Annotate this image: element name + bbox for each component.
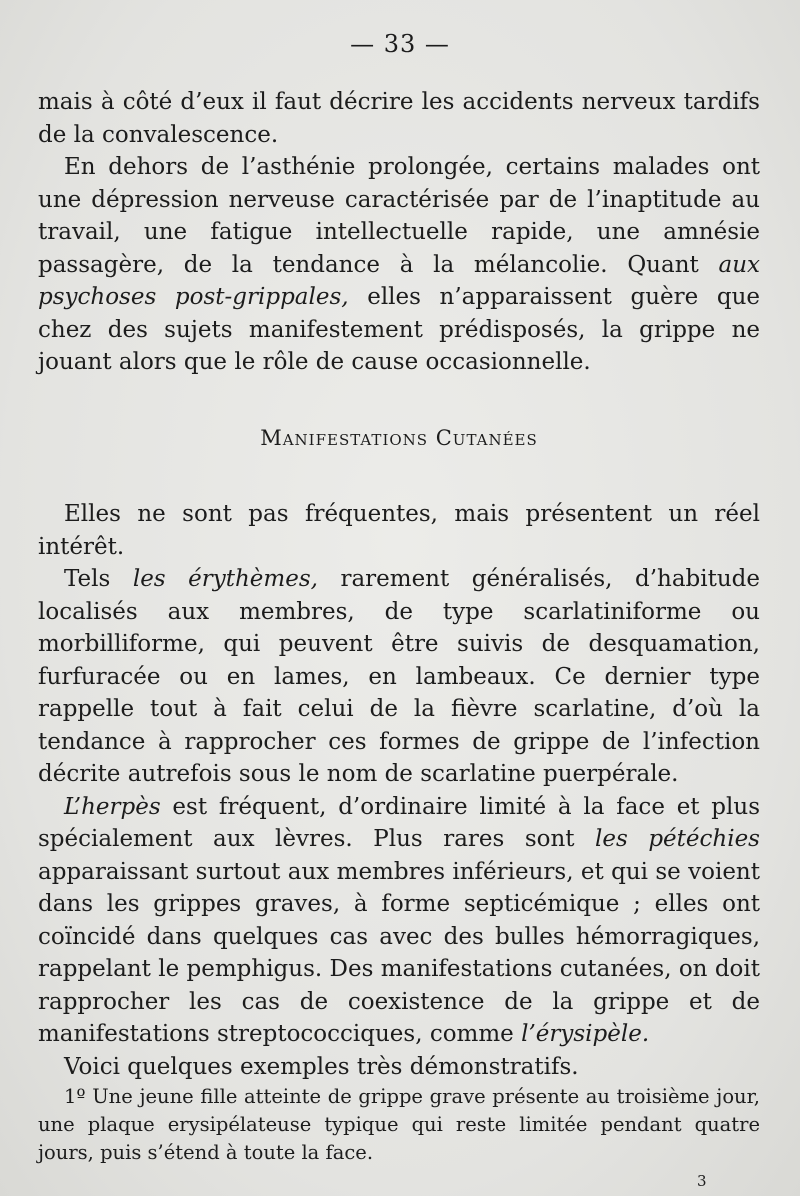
paragraph-herpes: L’herpès est fréquent, d’ordinaire limité à la face et plus spécialement aux lèvres. Plus rares sont les pétéchies apparaissant surtout aux membres inférieurs, et qui se voient dans les grippes graves, à forme septicémique ; elles ont coïncidé dans quelques cas avec des bulles hémorragiques, rappelant le pemphigus. Des manifestations cutanées, on doit rapprocher les cas de coexistence de la grippe et de manifestations streptococciques, comme l’érysipèle. <box>38 793 760 1047</box>
body-text <box>38 86 760 1167</box>
paragraph-continuation: mais à côté d’eux il faut décrire les accidents nerveux tardifs de la convalescence. <box>38 89 760 148</box>
italic-term-petechies: les pétéchies <box>595 826 760 852</box>
italic-term-erythemes: les érythèmes, <box>132 566 318 592</box>
paragraph-exemples: Voici quelques exemples très démonstratifs. <box>64 1053 579 1080</box>
paragraph-asthenie: En dehors de l’asthénie prolongée, certains malades ont une dépression nerveuse caractérisée par de l’inaptitude au travail, une fatigue intellectuelle rapide, une amnésie passagère, de la tendance à la mélancolie. Quant aux psychoses post-grippales, elles n’apparaissent guère que chez des sujets manifestement prédisposés, la grippe ne jouant alors que le rôle de cause occasionnelle. <box>38 154 760 375</box>
signature-mark: 3 <box>697 1172 707 1190</box>
paragraph-erythemes: Tels les érythèmes, rarement généralisés, d’habitude localisés aux membres, de type scarlatiniforme ou morbilliforme, qui peuvent être suivis de desquamation, furfuracée ou en lames, en lambeaux. Ce dernier type rappelle tout à fait celui de la fièvre scarlatine, d’où la tendance à rapprocher ces formes de grippe de l’infection décrite autrefois sous le nom de scarlatine puerpérale. <box>38 566 760 787</box>
italic-term-erysipele: l’érysipèle. <box>521 1021 650 1047</box>
example-note: 1º Une jeune fille atteinte de grippe grave présente au troisième jour, une plaque erysipélateuse typique qui reste limitée pendant quatre jours, puis s’étend à toute la face. <box>38 1085 760 1164</box>
section-heading: Manifestations Cutanées <box>260 425 538 450</box>
page-number: — 33 — <box>350 30 450 58</box>
italic-term-herpes: L’herpès <box>64 793 161 820</box>
italic-term-psychoses: aux psychoses post-grippales, <box>38 251 760 310</box>
paragraph-intro-cutanees: Elles ne sont pas fréquentes, mais présentent un réel intérêt. <box>38 501 760 560</box>
